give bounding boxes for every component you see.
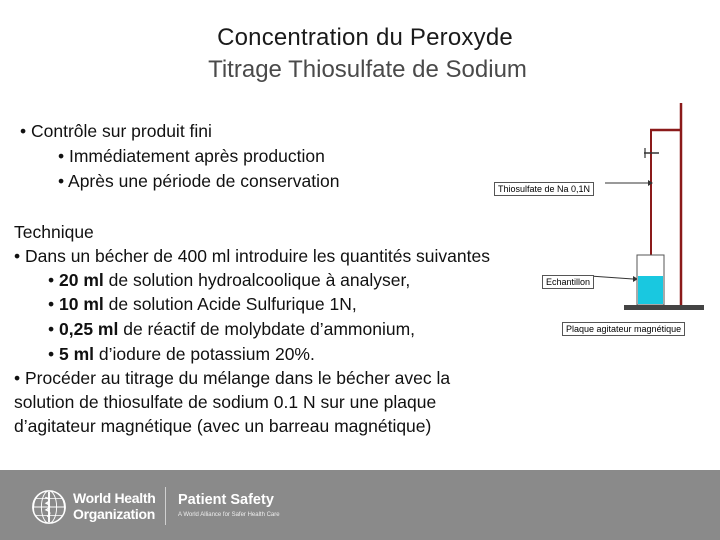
- reagent-item-4: [48, 344, 315, 365]
- sample-label: Echantillon: [542, 275, 594, 289]
- titration-apparatus-drawing: [490, 95, 720, 345]
- procedure-line-2: solution de thiosulfate de sodium 0.1 N sur une plaque: [14, 392, 437, 412]
- procedure-line-3: d’agitateur magnétique (avec un barreau magnétique): [14, 416, 432, 436]
- stir-plate-label: Plaque agitateur magnétique: [562, 322, 685, 336]
- reagent-bullet: •: [48, 294, 59, 314]
- patient-safety-tagline: A World Alliance for Safer Health Care: [178, 512, 280, 518]
- titration-diagram: [490, 95, 720, 345]
- reagent-qty: 10 ml: [59, 294, 104, 314]
- reagent-bullet: •: [48, 270, 59, 290]
- technique-heading: Technique: [14, 222, 94, 242]
- reagent-qty: 20 ml: [59, 270, 104, 290]
- reagent-qty: 0,25 ml: [59, 319, 119, 339]
- reagent-item-1: [48, 270, 410, 291]
- who-name-line-2: Organization: [73, 506, 155, 522]
- slide-subtitle: Titrage Thiosulfate de Sodium: [208, 56, 527, 83]
- who-wordmark: [73, 490, 155, 522]
- reagent-bullet: •: [48, 319, 59, 339]
- reagent-qty: 5 ml: [59, 344, 95, 364]
- reagent-item-3: [48, 319, 415, 340]
- controle-item-1: • Immédiatement après production: [58, 146, 325, 166]
- who-name-line-1: World Health: [73, 490, 156, 506]
- reagent-desc: d’iodure de potassium 20%.: [94, 344, 315, 364]
- burette-label: Thiosulfate de Na 0,1N: [494, 182, 594, 196]
- who-emblem-icon: [30, 488, 68, 526]
- footer-bar: [0, 470, 720, 540]
- reagent-desc: de solution Acide Sulfurique 1N,: [103, 294, 357, 314]
- slide-title: Concentration du Peroxyde: [217, 24, 513, 51]
- technique-intro: • Dans un bécher de 400 ml introduire les quantités suivantes: [14, 246, 490, 266]
- controle-heading: • Contrôle sur produit fini: [20, 121, 212, 141]
- reagent-item-2: [48, 294, 357, 315]
- footer-divider: [165, 487, 166, 525]
- reagent-desc: de réactif de molybdate d’ammonium,: [118, 319, 416, 339]
- procedure-line-1: • Procéder au titrage du mélange dans le bécher avec la: [14, 368, 451, 388]
- beaker-liquid: [638, 276, 663, 304]
- stir-plate: [624, 305, 704, 310]
- controle-item-2: • Après une période de conservation: [58, 171, 340, 191]
- reagent-desc: de solution hydroalcoolique à analyser,: [103, 270, 411, 290]
- reagent-bullet: •: [48, 344, 59, 364]
- sample-pointer: [590, 276, 633, 279]
- patient-safety-title: Patient Safety: [178, 492, 274, 508]
